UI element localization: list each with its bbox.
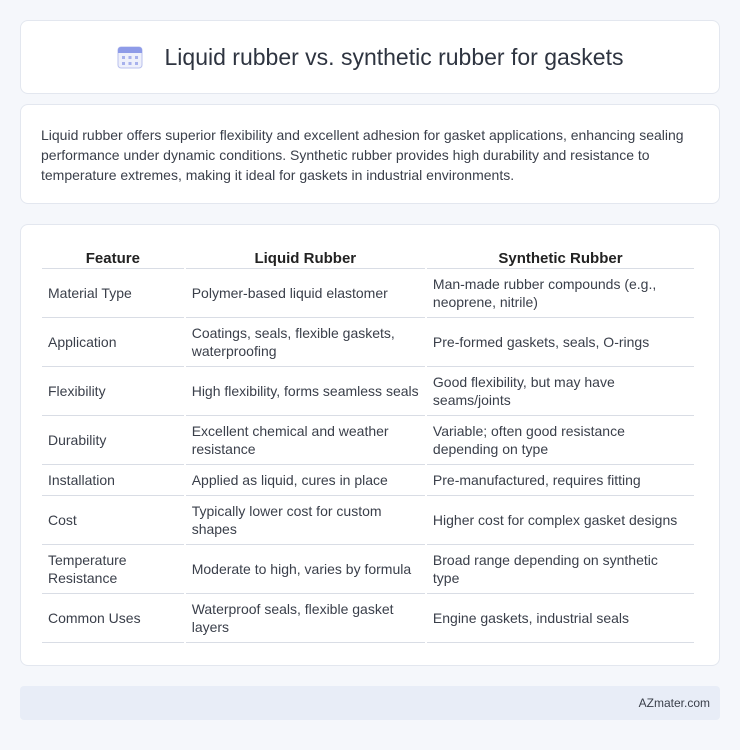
table-row xyxy=(42,269,694,318)
synthetic-rubber-cell: Pre-manufactured, requires fitting xyxy=(427,465,694,496)
row-feature-cell: Durability xyxy=(42,416,184,465)
row-feature-cell: Common Uses xyxy=(42,594,184,643)
row-feature-cell: Application xyxy=(42,318,184,367)
footer-source: AZmater.com xyxy=(638,696,710,710)
column-header-synthetic-rubber: Synthetic Rubber xyxy=(427,245,694,269)
column-header-feature: Feature xyxy=(42,245,184,269)
table-row xyxy=(42,594,694,643)
summary-card xyxy=(20,104,720,204)
table-header-row xyxy=(42,245,694,269)
liquid-rubber-cell: Typically lower cost for custom shapes xyxy=(186,496,425,545)
liquid-rubber-cell: Applied as liquid, cures in place xyxy=(186,465,425,496)
liquid-rubber-cell: Excellent chemical and weather resistance xyxy=(186,416,425,465)
calendar-icon xyxy=(117,44,143,70)
synthetic-rubber-cell: Good flexibility, but may have seams/joints xyxy=(427,367,694,416)
row-feature-cell: Cost xyxy=(42,496,184,545)
liquid-rubber-cell: High flexibility, forms seamless seals xyxy=(186,367,425,416)
title-card xyxy=(20,20,720,94)
row-feature-cell: Material Type xyxy=(42,269,184,318)
column-header-liquid-rubber: Liquid Rubber xyxy=(186,245,425,269)
synthetic-rubber-cell: Engine gaskets, industrial seals xyxy=(427,594,694,643)
table-row xyxy=(42,416,694,465)
synthetic-rubber-cell: Variable; often good resistance depending on type xyxy=(427,416,694,465)
liquid-rubber-cell: Moderate to high, varies by formula xyxy=(186,545,425,594)
synthetic-rubber-cell: Man-made rubber compounds (e.g., neoprene, nitrile) xyxy=(427,269,694,318)
table-row xyxy=(42,367,694,416)
table-row xyxy=(42,545,694,594)
row-feature-cell: Temperature Resistance xyxy=(42,545,184,594)
summary-text: Liquid rubber offers superior flexibility and excellent adhesion for gasket applications, enhancing sealing performance under dynamic conditions. Synthetic rubber provides high durability and resistance to temperature extremes, making it ideal for gaskets in industrial environments. xyxy=(41,127,684,183)
synthetic-rubber-cell: Pre-formed gaskets, seals, O-rings xyxy=(427,318,694,367)
table-row xyxy=(42,465,694,496)
liquid-rubber-cell: Waterproof seals, flexible gasket layers xyxy=(186,594,425,643)
synthetic-rubber-cell: Broad range depending on synthetic type xyxy=(427,545,694,594)
footer xyxy=(20,686,720,720)
table-row xyxy=(42,496,694,545)
comparison-table-card xyxy=(20,224,720,666)
comparison-table xyxy=(40,245,696,643)
liquid-rubber-cell: Polymer-based liquid elastomer xyxy=(186,269,425,318)
synthetic-rubber-cell: Higher cost for complex gasket designs xyxy=(427,496,694,545)
row-feature-cell: Flexibility xyxy=(42,367,184,416)
liquid-rubber-cell: Coatings, seals, flexible gaskets, waterproofing xyxy=(186,318,425,367)
page-title: Liquid rubber vs. synthetic rubber for gaskets xyxy=(164,43,624,70)
row-feature-cell: Installation xyxy=(42,465,184,496)
table-row xyxy=(42,318,694,367)
